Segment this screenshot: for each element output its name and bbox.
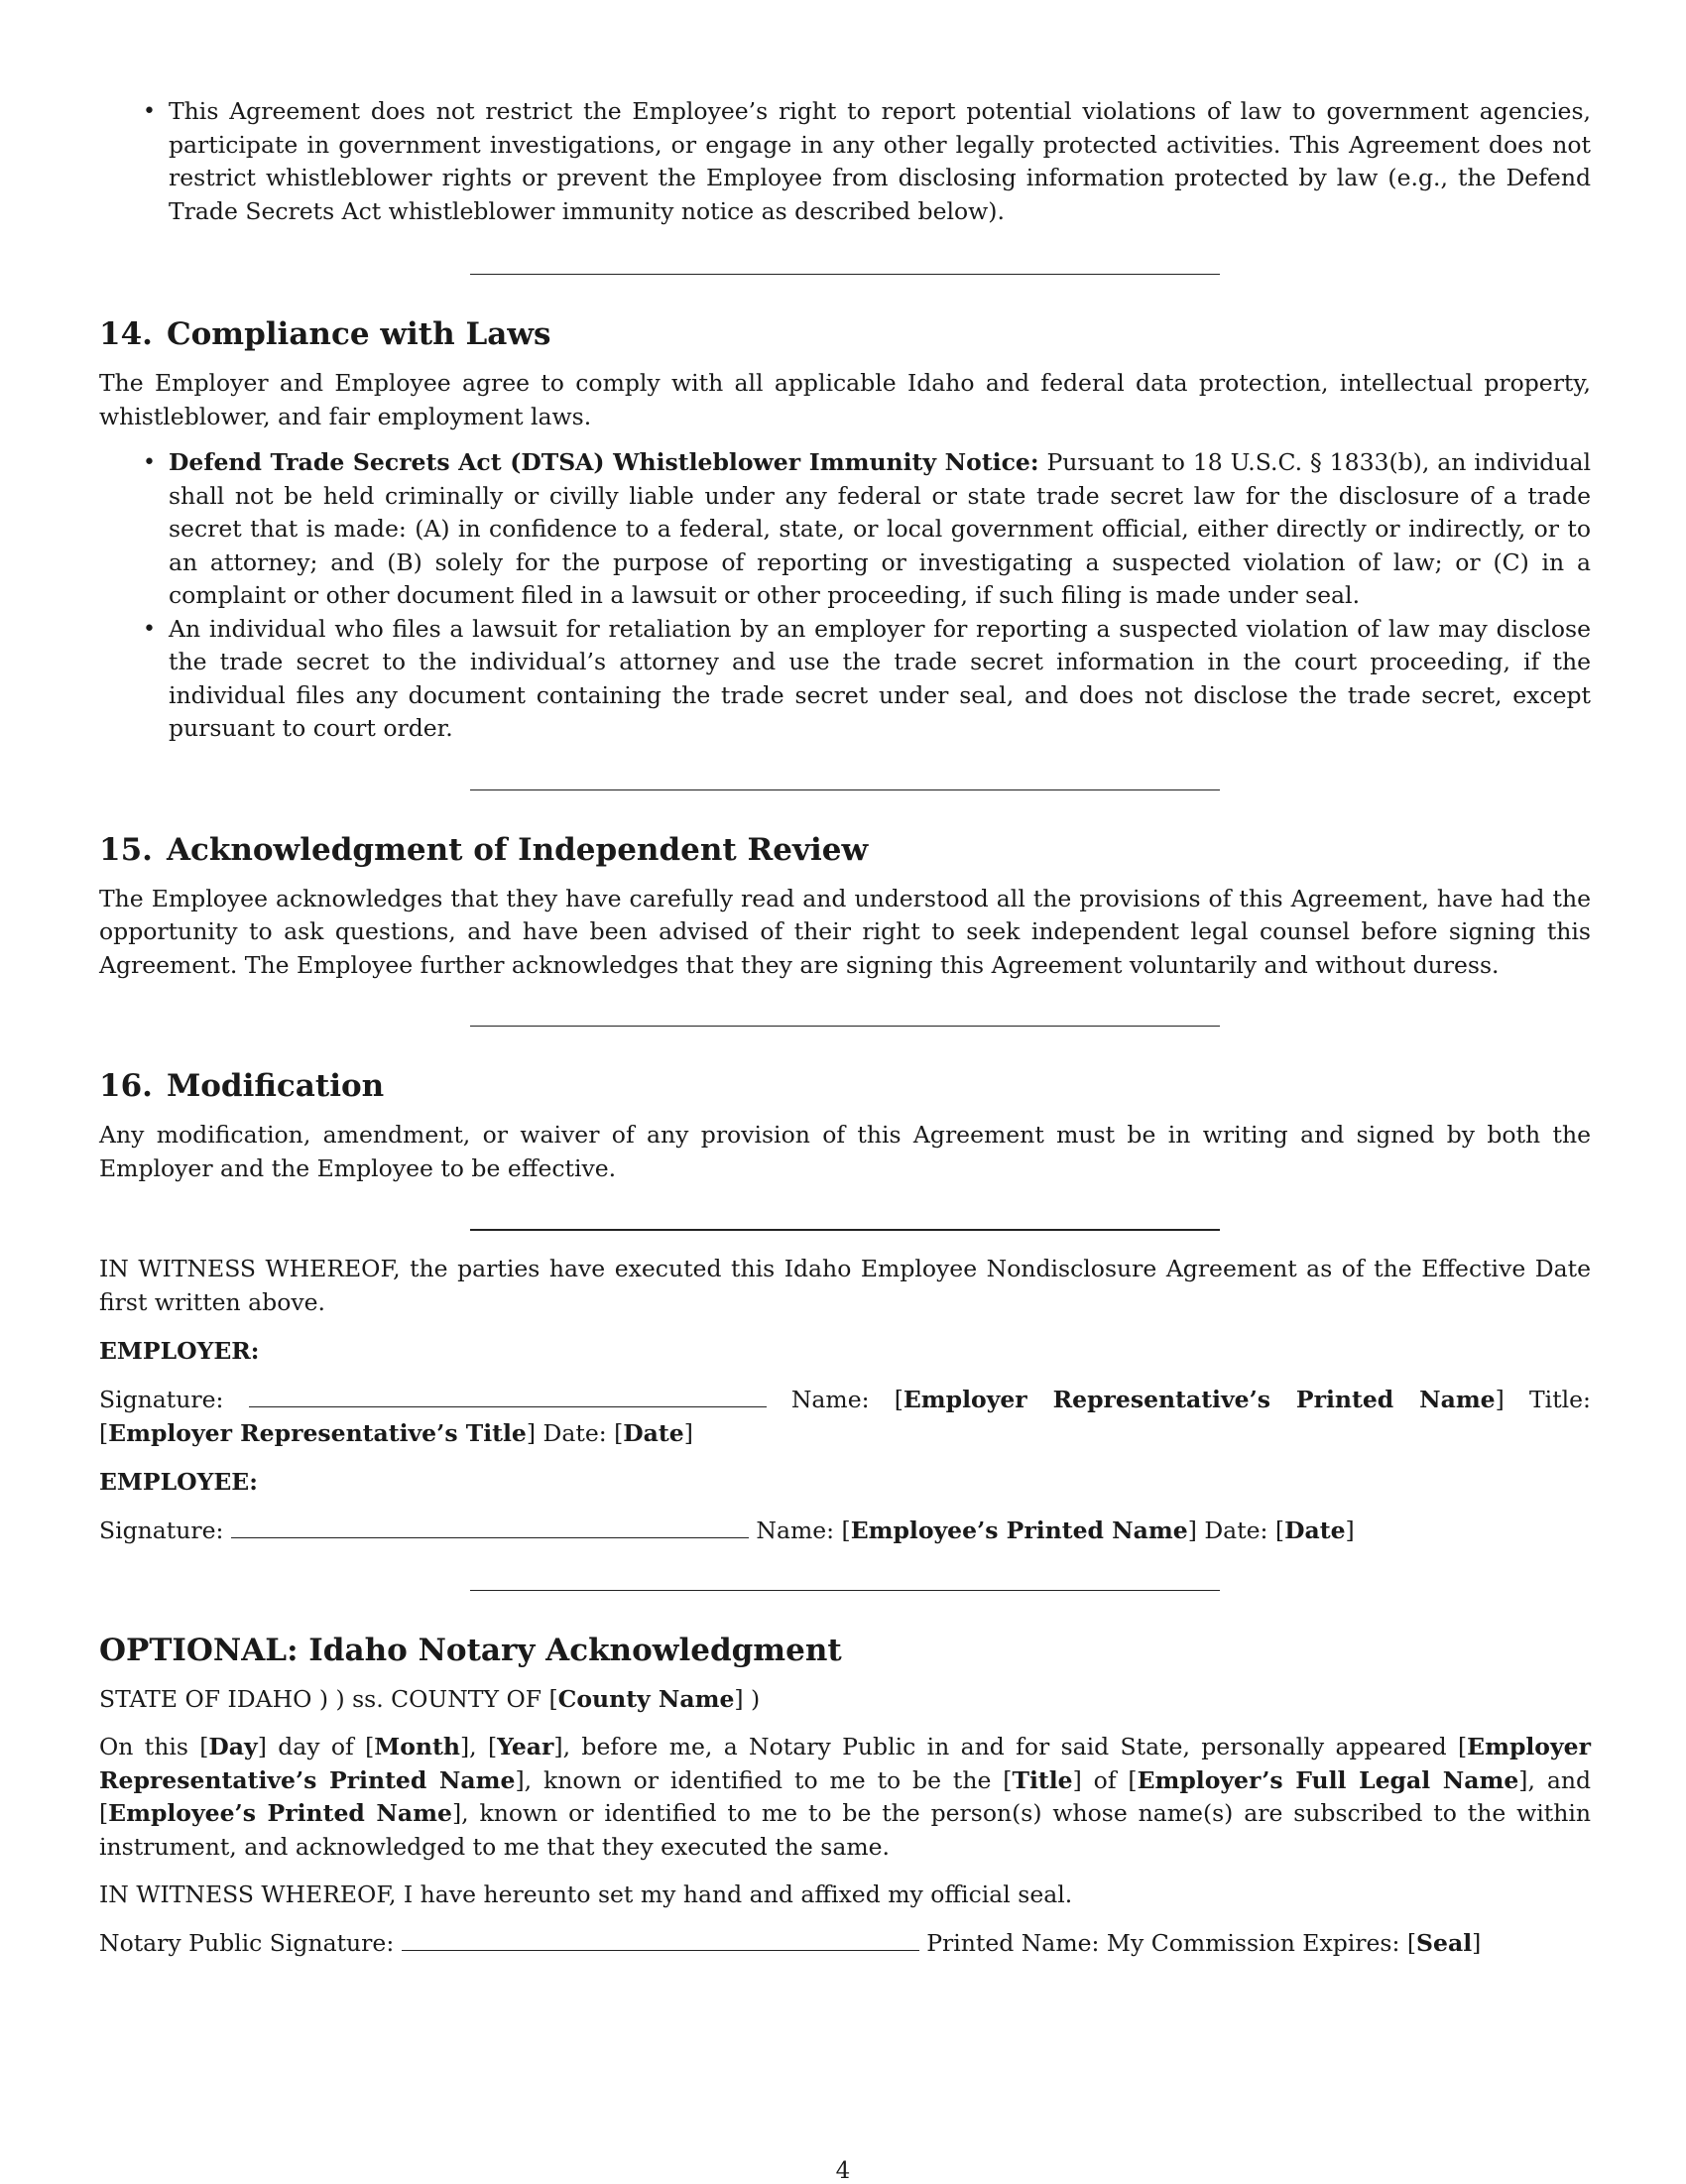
employer-heading: EMPLOYER:	[99, 1337, 260, 1365]
seal-field[interactable]: Seal	[1416, 1928, 1473, 1957]
county-field[interactable]: County Name	[557, 1684, 735, 1713]
section-14-body: The Employer and Employee agree to comply with all applicable Idaho and federal data protection, intellectual property, whistleblower, and fair employment laws.	[99, 369, 1591, 430]
employer-signature-block: Signature: Name: [Employer Representative’s Printed Name] Title: [Employer Representative’s Title] Date: [Date]	[99, 1386, 1591, 1447]
section-heading-14: 14. Compliance with Laws	[99, 316, 551, 352]
month-field[interactable]: Month	[374, 1733, 460, 1760]
notary-witness: IN WITNESS WHEREOF, I have hereunto set my hand and affixed my official seal.	[99, 1881, 1073, 1908]
rep-name-field[interactable]: Employer Representative’s Printed Name	[99, 1733, 1591, 1794]
employee-date-field[interactable]: Date	[1284, 1517, 1346, 1544]
day-field[interactable]: Day	[208, 1733, 258, 1760]
page-number: 4	[835, 2158, 851, 2184]
section-divider	[470, 789, 1220, 790]
section-15-body: The Employee acknowledges that they have carefully read and understood all the provisions of this Agreement, have had the opportunity to ask questions, and have been advised of their right to seek independent legal counsel before signing this Agreement. The Employee further acknowledges that they are signing this Agreement voluntarily and without duress.	[99, 884, 1591, 979]
witness-statement: IN WITNESS WHEREOF, the parties have executed this Idaho Employee Nondisclosure Agreement as of the Effective Date first written above.	[99, 1255, 1591, 1316]
notary-acknowledgment-body: On this [Day] day of [Month], [Year], before me, a Notary Public in and for said State, personally appeared [Employer Representative’s Printed Name], known or identified to me to be the [Title] of [Employer’s Full Legal Name], and [Employee’s Printed Name], known or identified to me to be the person(s) whose name(s) are subscribed to the within instrument, and acknowledged to me that they executed the same.	[99, 1733, 1592, 1861]
employer-date-field[interactable]: Date	[623, 1418, 684, 1447]
employer-name-field[interactable]: Employer’s Full Legal Name	[1137, 1765, 1519, 1794]
notary-heading: OPTIONAL: Idaho Notary Acknowledgment	[99, 1632, 842, 1668]
employee-name-field[interactable]: Employee’s Printed Name	[850, 1517, 1188, 1544]
section-divider	[470, 1026, 1220, 1027]
section-14-list	[99, 446, 1591, 746]
notary-venue: STATE OF IDAHO ) ) ss. COUNTY OF [County Name] )	[99, 1684, 761, 1713]
notary-signature-line[interactable]	[402, 1928, 919, 1951]
document-page	[99, 95, 1591, 1960]
year-field[interactable]: Year	[497, 1733, 554, 1760]
list-item: • An individual who files a lawsuit for retaliation by an employer for reporting a suspected violation of law may disclose the trade secret to the individual’s attorney and use the trade secret information in the court proceeding, if the individual files any document containing the trade secret under seal, and does not disclose the trade secret, except pursuant to court order.	[169, 613, 1591, 746]
section-divider	[470, 1590, 1220, 1591]
employer-rep-title-field[interactable]: Employer Representative’s Title	[108, 1418, 527, 1447]
section-divider	[470, 1229, 1220, 1231]
list-item: • Defend Trade Secrets Act (DTSA) Whistleblower Immunity Notice: Pursuant to 18 U.S.C. § 1833(b), an individual shall not be held criminally or civilly liable under any federal or state trade secret law for the disclosure of a trade secret that is made: (A) in confidence to a federal, state, or local government official, either directly or indirectly, or to an attorney; and (B) solely for the purpose of reporting or investigating a suspected violation of law; or (C) in a complaint or other document filed in a lawsuit or other proceeding, if such filing is made under seal.	[169, 446, 1591, 613]
employer-signature-line[interactable]	[249, 1385, 767, 1407]
section-heading-15: 15. Acknowledgment of Independent Review	[99, 831, 869, 868]
employer-rep-name-field[interactable]: Employer Representative’s Printed Name	[903, 1386, 1496, 1413]
list-item: • This Agreement does not restrict the Employee’s right to report potential violations of law to government agencies, participate in government investigations, or engage in any other legally protected activities. This Agreement does not restrict whistleblower rights or prevent the Employee from disclosing information protected by law (e.g., the Defend Trade Secrets Act whistleblower immunity notice as described below).	[169, 95, 1591, 228]
section-divider	[470, 274, 1220, 275]
notary-signature-block: Notary Public Signature: Printed Name: My Commission Expires: [Seal]	[99, 1928, 1482, 1957]
section-16-body: Any modification, amendment, or waiver of any provision of this Agreement must be in writing and signed by both the Employer and the Employee to be effective.	[99, 1121, 1591, 1182]
employee-signature-line[interactable]	[231, 1516, 749, 1538]
intro-list	[99, 95, 1591, 228]
employee-heading: EMPLOYEE:	[99, 1468, 258, 1496]
section-heading-16: 16. Modification	[99, 1068, 385, 1104]
employee-signature-block: Signature: Name: [Employee’s Printed Name] Date: [Date]	[99, 1517, 1355, 1544]
title-field[interactable]: Title	[1012, 1765, 1073, 1794]
employee-name-field[interactable]: Employee’s Printed Name	[108, 1799, 452, 1827]
